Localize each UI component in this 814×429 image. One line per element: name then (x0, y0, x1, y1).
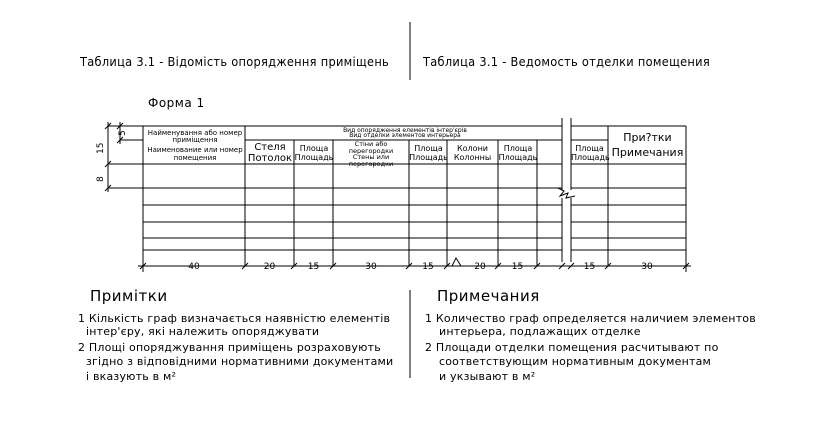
header-group-ua: Вид опорядження елементів інтер'єрів (343, 127, 467, 134)
dim-width-walls: 30 (365, 262, 377, 272)
header-ceiling-ru: Потолок (247, 153, 293, 164)
header-notes-ru: Примечания (611, 146, 684, 159)
dim-width-area3: 15 (511, 262, 524, 272)
note-ua-2-line2: згідно з відповідними нормативними документами (86, 355, 394, 368)
form-label: Форма 1 (148, 96, 205, 110)
note-ru-1-line2: интерьера, подлажащих отделке (439, 325, 641, 338)
header-area2-ru: Площадь (409, 153, 448, 162)
title-russian: Таблица 3.1 - Ведомость отделки помещения (423, 55, 710, 69)
note-ru-2-line2: соответствующим нормативным документам (439, 355, 712, 368)
note-ua-2-line3: і вказують в м² (86, 370, 177, 383)
header-area4-ua: Площа (575, 144, 604, 153)
dim-height-header: 15 (96, 142, 106, 154)
dim-width-area2: 15 (422, 262, 434, 272)
header-walls-ru: Стены или перегородки (348, 153, 394, 168)
header-area3-ru: Площадь (498, 153, 538, 162)
header-area1-ua: Площа (299, 144, 329, 153)
dim-width-area4: 15 (583, 262, 596, 272)
note-ua-2-line1: 2 Площі опоряджування приміщень розраховують (78, 341, 381, 354)
note-ua-1-line2: інтер'єру, які належить опоряджувати (86, 325, 320, 338)
dim-width-name: 40 (188, 262, 200, 272)
note-ru-2-line1: 2 Площади отделки помещения расчитывают по (425, 341, 719, 354)
header-area2-ua: Площа (414, 144, 443, 153)
dim-width-notes: 30 (641, 262, 653, 272)
header-area4-ru: Площадь (571, 153, 610, 162)
header-area3-ua: Площа (503, 144, 533, 153)
header-name-ua: Найменування або номер приміщення (147, 129, 243, 144)
note-ru-2-line3: и укзывают в м² (439, 370, 536, 383)
note-ru-1-line1: 1 Количество граф определяется наличием элементов (425, 312, 756, 325)
dim-height-group: 5 (118, 130, 128, 136)
dim-width-ceiling: 20 (263, 262, 276, 272)
header-columns-ru: Колонны (453, 153, 492, 162)
dim-width-columns: 20 (474, 262, 486, 272)
notes-heading-ru: Примечания (437, 287, 540, 305)
header-area1-ru: Площадь (294, 153, 334, 162)
notes-heading-ua: Примітки (90, 287, 168, 305)
header-group-ru: Вид отделки элементов интерьера (349, 132, 461, 139)
header-ceiling-ua: Стеля (254, 142, 286, 153)
header-notes-ua: При?тки (623, 131, 672, 144)
dim-height-row: 8 (96, 176, 106, 182)
title-ukrainian: Таблица 3.1 - Відомість опорядження приміщень (80, 55, 390, 69)
note-ua-1-line1: 1 Кількість граф визначається наявністю елементів (78, 312, 391, 325)
dim-width-area1: 15 (307, 262, 320, 272)
header-name-ru: Наименование или номер помещения (147, 146, 243, 162)
header-columns-ua: Колони (456, 144, 488, 153)
header-walls-ua: Стіни або перегородки (348, 140, 394, 155)
